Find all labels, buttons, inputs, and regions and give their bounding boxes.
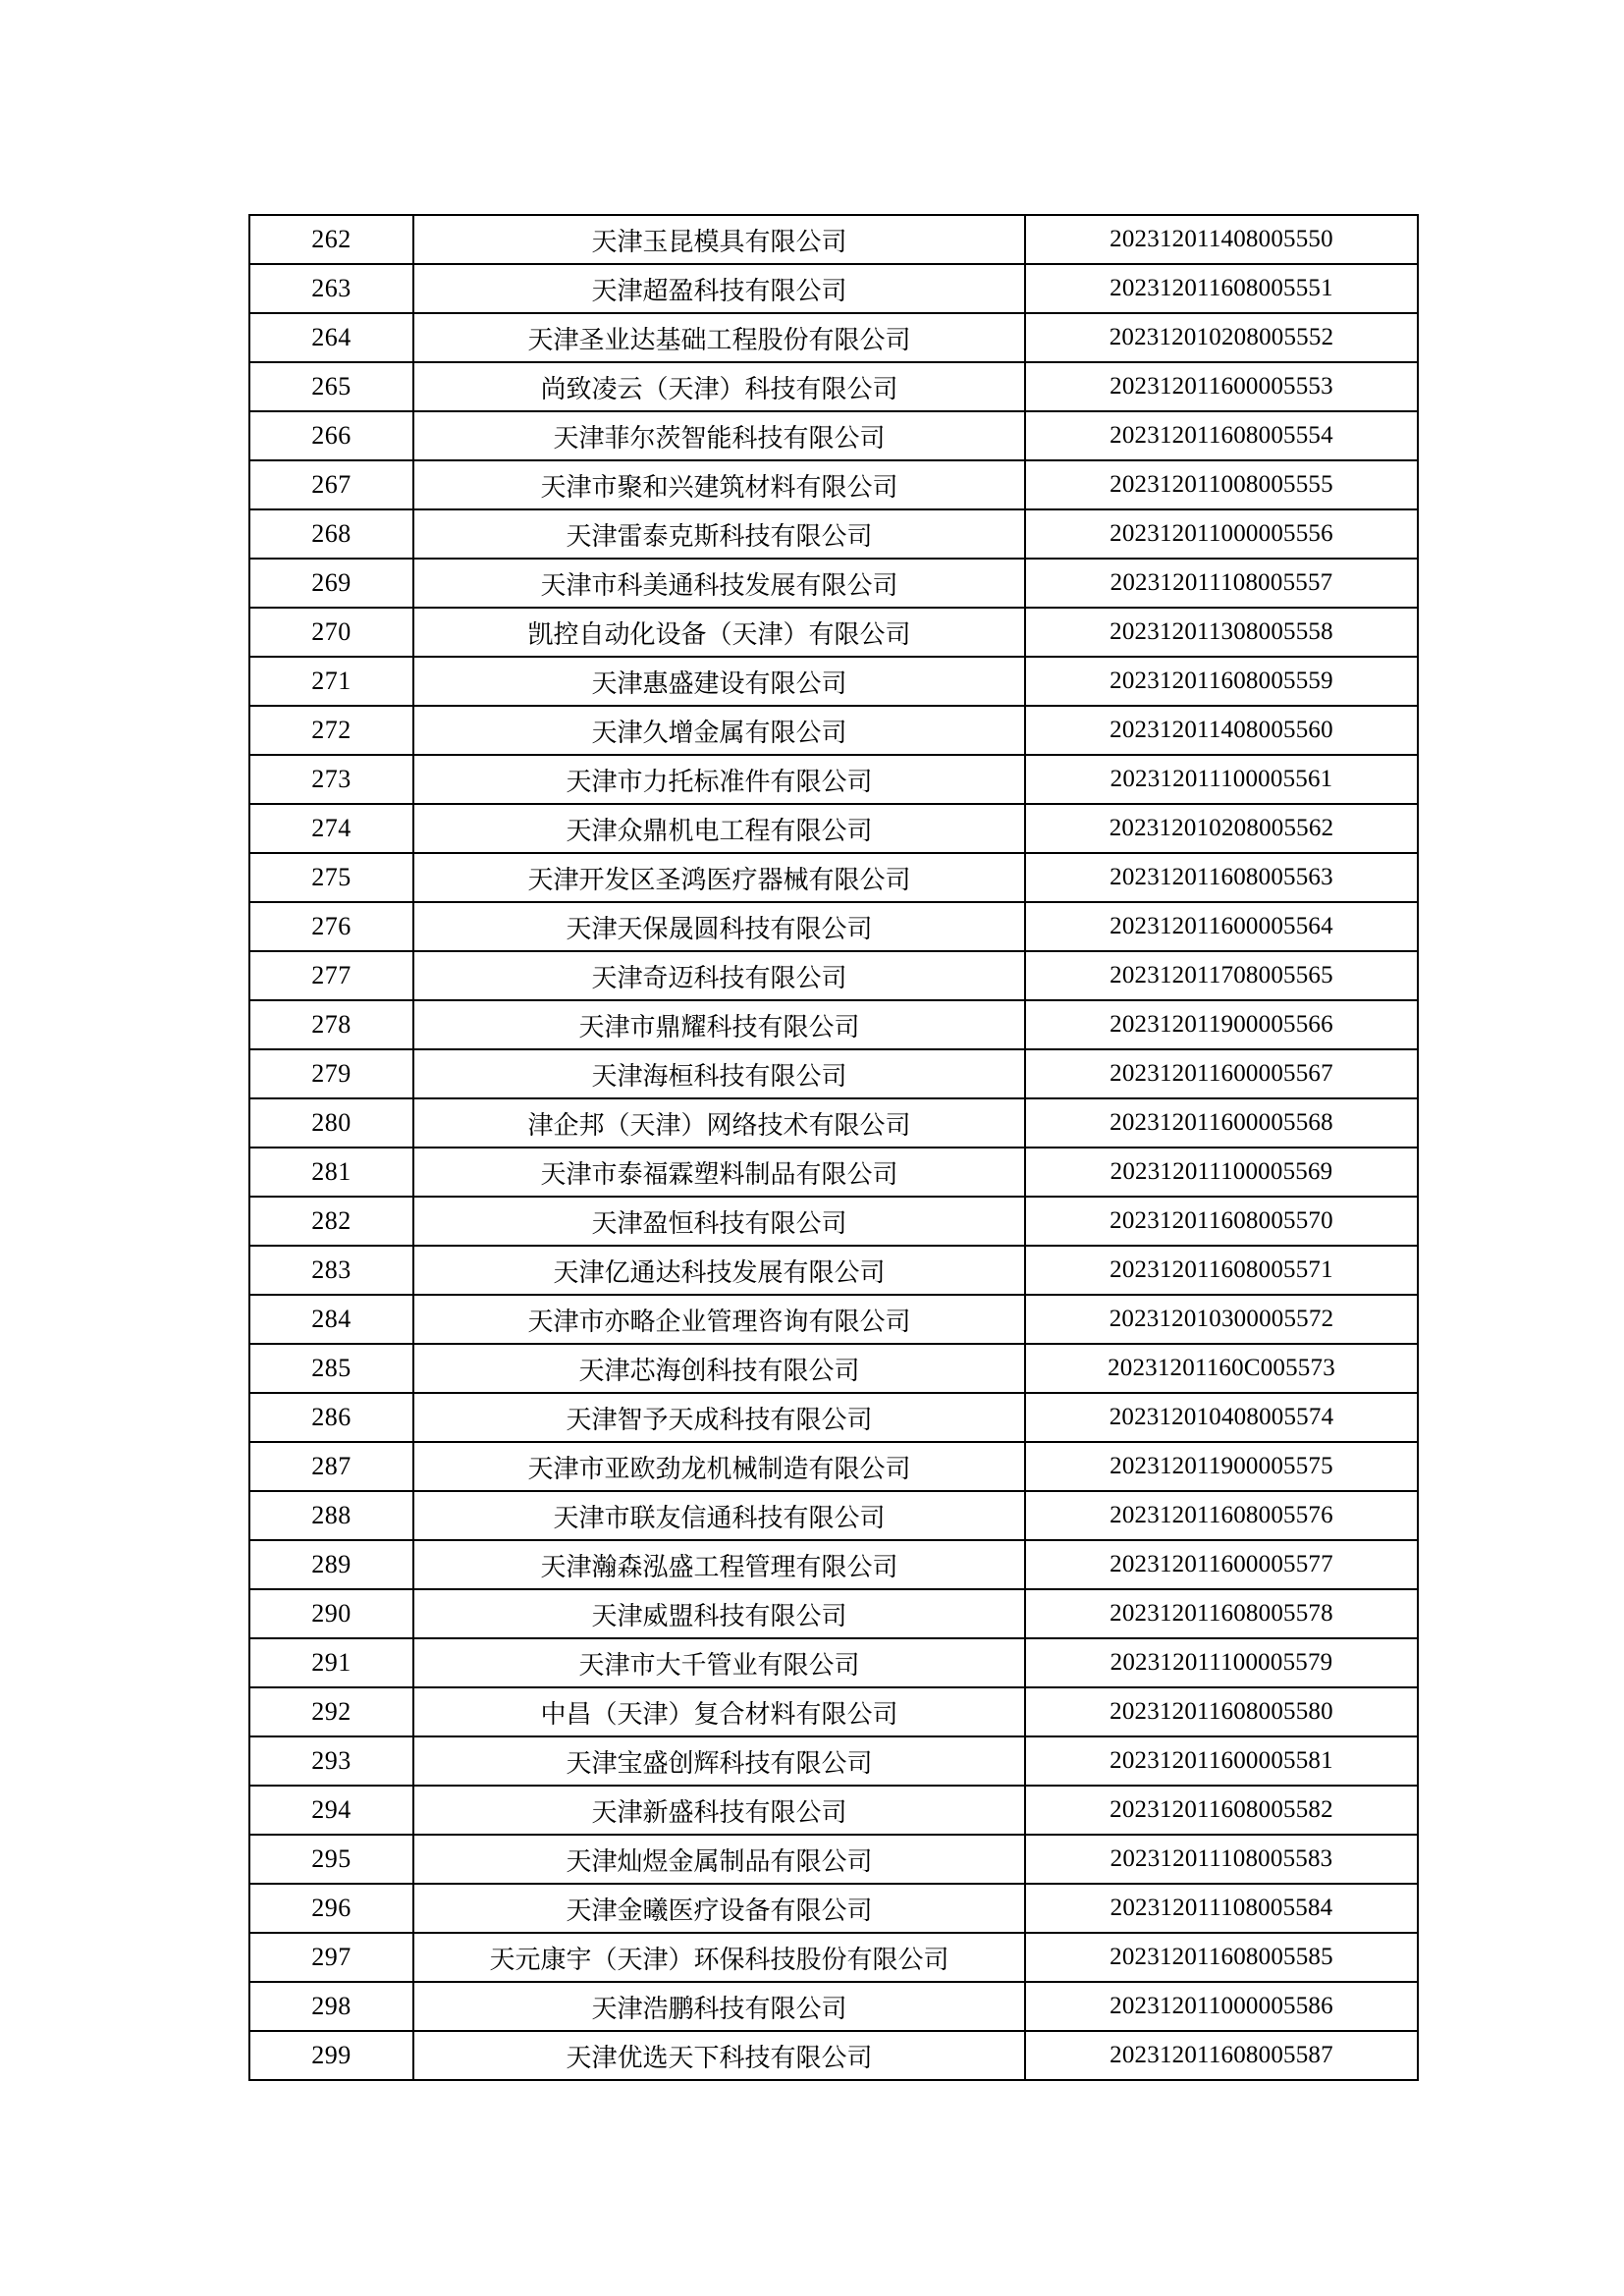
registration-code-cell: 202312011408005550	[1025, 215, 1418, 264]
registration-code-cell: 202312011608005585	[1025, 1933, 1418, 1982]
table-row	[249, 657, 1418, 706]
company-name-cell: 天津菲尔茨智能科技有限公司	[413, 411, 1025, 460]
table-row	[249, 1148, 1418, 1197]
company-name-cell: 津企邦（天津）网络技术有限公司	[413, 1098, 1025, 1148]
company-name-cell: 天津盈恒科技有限公司	[413, 1197, 1025, 1246]
registration-code-cell: 202312011900005566	[1025, 1000, 1418, 1049]
registration-code-cell: 202312011600005568	[1025, 1098, 1418, 1148]
table-row	[249, 1246, 1418, 1295]
registration-code-cell: 202312011608005551	[1025, 264, 1418, 313]
table-row	[249, 1786, 1418, 1835]
table-row	[249, 804, 1418, 853]
row-index-cell: 291	[249, 1638, 413, 1687]
registration-code-cell: 202312011608005570	[1025, 1197, 1418, 1246]
company-name-cell: 天津芯海创科技有限公司	[413, 1344, 1025, 1393]
company-name-cell: 天津市力托标准件有限公司	[413, 755, 1025, 804]
company-name-cell: 天津市联友信通科技有限公司	[413, 1491, 1025, 1540]
row-index-cell: 264	[249, 313, 413, 362]
row-index-cell: 268	[249, 509, 413, 559]
row-index-cell: 273	[249, 755, 413, 804]
row-index-cell: 272	[249, 706, 413, 755]
row-index-cell: 293	[249, 1736, 413, 1786]
company-name-cell: 天津海桓科技有限公司	[413, 1049, 1025, 1098]
registration-code-cell: 202312011608005576	[1025, 1491, 1418, 1540]
company-name-cell: 天津市科美通科技发展有限公司	[413, 559, 1025, 608]
company-roster-table	[248, 214, 1419, 2081]
row-index-cell: 280	[249, 1098, 413, 1148]
table-row	[249, 1049, 1418, 1098]
registration-code-cell: 202312011608005582	[1025, 1786, 1418, 1835]
company-name-cell: 尚致凌云（天津）科技有限公司	[413, 362, 1025, 411]
registration-code-cell: 202312011600005581	[1025, 1736, 1418, 1786]
registration-code-cell: 202312011000005556	[1025, 509, 1418, 559]
table-row	[249, 313, 1418, 362]
row-index-cell: 294	[249, 1786, 413, 1835]
company-name-cell: 天津威盟科技有限公司	[413, 1589, 1025, 1638]
table-row	[249, 1540, 1418, 1589]
row-index-cell: 276	[249, 902, 413, 951]
company-name-cell: 天津智予天成科技有限公司	[413, 1393, 1025, 1442]
registration-code-cell: 202312010408005574	[1025, 1393, 1418, 1442]
registration-code-cell: 202312010208005552	[1025, 313, 1418, 362]
table-row	[249, 1736, 1418, 1786]
row-index-cell: 288	[249, 1491, 413, 1540]
table-row	[249, 1884, 1418, 1933]
company-name-cell: 天津灿煜金属制品有限公司	[413, 1835, 1025, 1884]
row-index-cell: 292	[249, 1687, 413, 1736]
registration-code-cell: 202312011608005587	[1025, 2031, 1418, 2080]
row-index-cell: 266	[249, 411, 413, 460]
table-row	[249, 559, 1418, 608]
company-name-cell: 天津市泰福霖塑料制品有限公司	[413, 1148, 1025, 1197]
table-row	[249, 1000, 1418, 1049]
table-row	[249, 1589, 1418, 1638]
company-name-cell: 天津众鼎机电工程有限公司	[413, 804, 1025, 853]
row-index-cell: 275	[249, 853, 413, 902]
table-row	[249, 706, 1418, 755]
row-index-cell: 290	[249, 1589, 413, 1638]
row-index-cell: 274	[249, 804, 413, 853]
table-row	[249, 1982, 1418, 2031]
registration-code-cell: 202312011608005571	[1025, 1246, 1418, 1295]
registration-code-cell: 202312011608005563	[1025, 853, 1418, 902]
registration-code-cell: 202312011000005586	[1025, 1982, 1418, 2031]
table-row	[249, 1835, 1418, 1884]
row-index-cell: 270	[249, 608, 413, 657]
company-name-cell: 天津宝盛创辉科技有限公司	[413, 1736, 1025, 1786]
registration-code-cell: 202312011708005565	[1025, 951, 1418, 1000]
table-row	[249, 608, 1418, 657]
table-row	[249, 1638, 1418, 1687]
company-name-cell: 天津市亚欧劲龙机械制造有限公司	[413, 1442, 1025, 1491]
company-name-cell: 天津久增金属有限公司	[413, 706, 1025, 755]
row-index-cell: 267	[249, 460, 413, 509]
row-index-cell: 297	[249, 1933, 413, 1982]
registration-code-cell: 202312011100005579	[1025, 1638, 1418, 1687]
company-name-cell: 天津浩鹏科技有限公司	[413, 1982, 1025, 2031]
company-name-cell: 天津优选天下科技有限公司	[413, 2031, 1025, 2080]
company-roster-body	[249, 215, 1418, 2080]
registration-code-cell: 202312011100005569	[1025, 1148, 1418, 1197]
row-index-cell: 277	[249, 951, 413, 1000]
row-index-cell: 269	[249, 559, 413, 608]
registration-code-cell: 202312011608005578	[1025, 1589, 1418, 1638]
table-row	[249, 1442, 1418, 1491]
registration-code-cell: 202312011608005554	[1025, 411, 1418, 460]
row-index-cell: 265	[249, 362, 413, 411]
row-index-cell: 283	[249, 1246, 413, 1295]
company-name-cell: 天津新盛科技有限公司	[413, 1786, 1025, 1835]
registration-code-cell: 202312011600005553	[1025, 362, 1418, 411]
company-name-cell: 天津市大千管业有限公司	[413, 1638, 1025, 1687]
table-row	[249, 1933, 1418, 1982]
company-name-cell: 天津玉昆模具有限公司	[413, 215, 1025, 264]
registration-code-cell: 202312011308005558	[1025, 608, 1418, 657]
company-name-cell: 天津惠盛建设有限公司	[413, 657, 1025, 706]
registration-code-cell: 20231201160C005573	[1025, 1344, 1418, 1393]
row-index-cell: 298	[249, 1982, 413, 2031]
row-index-cell: 262	[249, 215, 413, 264]
row-index-cell: 284	[249, 1295, 413, 1344]
row-index-cell: 296	[249, 1884, 413, 1933]
row-index-cell: 278	[249, 1000, 413, 1049]
company-name-cell: 天津市聚和兴建筑材料有限公司	[413, 460, 1025, 509]
table-row	[249, 1098, 1418, 1148]
company-name-cell: 天津雷泰克斯科技有限公司	[413, 509, 1025, 559]
registration-code-cell: 202312011900005575	[1025, 1442, 1418, 1491]
table-row	[249, 215, 1418, 264]
registration-code-cell: 202312011008005555	[1025, 460, 1418, 509]
company-name-cell: 天津圣业达基础工程股份有限公司	[413, 313, 1025, 362]
company-name-cell: 天津市亦略企业管理咨询有限公司	[413, 1295, 1025, 1344]
row-index-cell: 285	[249, 1344, 413, 1393]
table-row	[249, 411, 1418, 460]
table-row	[249, 1393, 1418, 1442]
registration-code-cell: 202312010208005562	[1025, 804, 1418, 853]
row-index-cell: 279	[249, 1049, 413, 1098]
table-row	[249, 1491, 1418, 1540]
row-index-cell: 263	[249, 264, 413, 313]
registration-code-cell: 202312011108005584	[1025, 1884, 1418, 1933]
row-index-cell: 281	[249, 1148, 413, 1197]
registration-code-cell: 202312010300005572	[1025, 1295, 1418, 1344]
table-row	[249, 1295, 1418, 1344]
registration-code-cell: 202312011600005564	[1025, 902, 1418, 951]
registration-code-cell: 202312011108005583	[1025, 1835, 1418, 1884]
table-row	[249, 362, 1418, 411]
company-name-cell: 凯控自动化设备（天津）有限公司	[413, 608, 1025, 657]
registration-code-cell: 202312011108005557	[1025, 559, 1418, 608]
company-name-cell: 天津市鼎耀科技有限公司	[413, 1000, 1025, 1049]
registration-code-cell: 202312011600005567	[1025, 1049, 1418, 1098]
table-row	[249, 460, 1418, 509]
company-name-cell: 天津瀚森泓盛工程管理有限公司	[413, 1540, 1025, 1589]
table-row	[249, 951, 1418, 1000]
table-row	[249, 1197, 1418, 1246]
registration-code-cell: 202312011608005580	[1025, 1687, 1418, 1736]
table-row	[249, 902, 1418, 951]
company-name-cell: 天津金曦医疗设备有限公司	[413, 1884, 1025, 1933]
row-index-cell: 295	[249, 1835, 413, 1884]
company-name-cell: 天津超盈科技有限公司	[413, 264, 1025, 313]
row-index-cell: 289	[249, 1540, 413, 1589]
table-row	[249, 853, 1418, 902]
row-index-cell: 271	[249, 657, 413, 706]
row-index-cell: 286	[249, 1393, 413, 1442]
company-name-cell: 天津亿通达科技发展有限公司	[413, 1246, 1025, 1295]
registration-code-cell: 202312011608005559	[1025, 657, 1418, 706]
registration-code-cell: 202312011100005561	[1025, 755, 1418, 804]
table-row	[249, 509, 1418, 559]
table-row	[249, 264, 1418, 313]
company-name-cell: 天津奇迈科技有限公司	[413, 951, 1025, 1000]
company-name-cell: 天津开发区圣鸿医疗器械有限公司	[413, 853, 1025, 902]
table-row	[249, 1344, 1418, 1393]
table-row	[249, 1687, 1418, 1736]
table-row	[249, 2031, 1418, 2080]
registration-code-cell: 202312011408005560	[1025, 706, 1418, 755]
registration-code-cell: 202312011600005577	[1025, 1540, 1418, 1589]
company-name-cell: 中昌（天津）复合材料有限公司	[413, 1687, 1025, 1736]
row-index-cell: 299	[249, 2031, 413, 2080]
company-name-cell: 天元康宇（天津）环保科技股份有限公司	[413, 1933, 1025, 1982]
company-name-cell: 天津天保晟圆科技有限公司	[413, 902, 1025, 951]
row-index-cell: 287	[249, 1442, 413, 1491]
table-row	[249, 755, 1418, 804]
row-index-cell: 282	[249, 1197, 413, 1246]
